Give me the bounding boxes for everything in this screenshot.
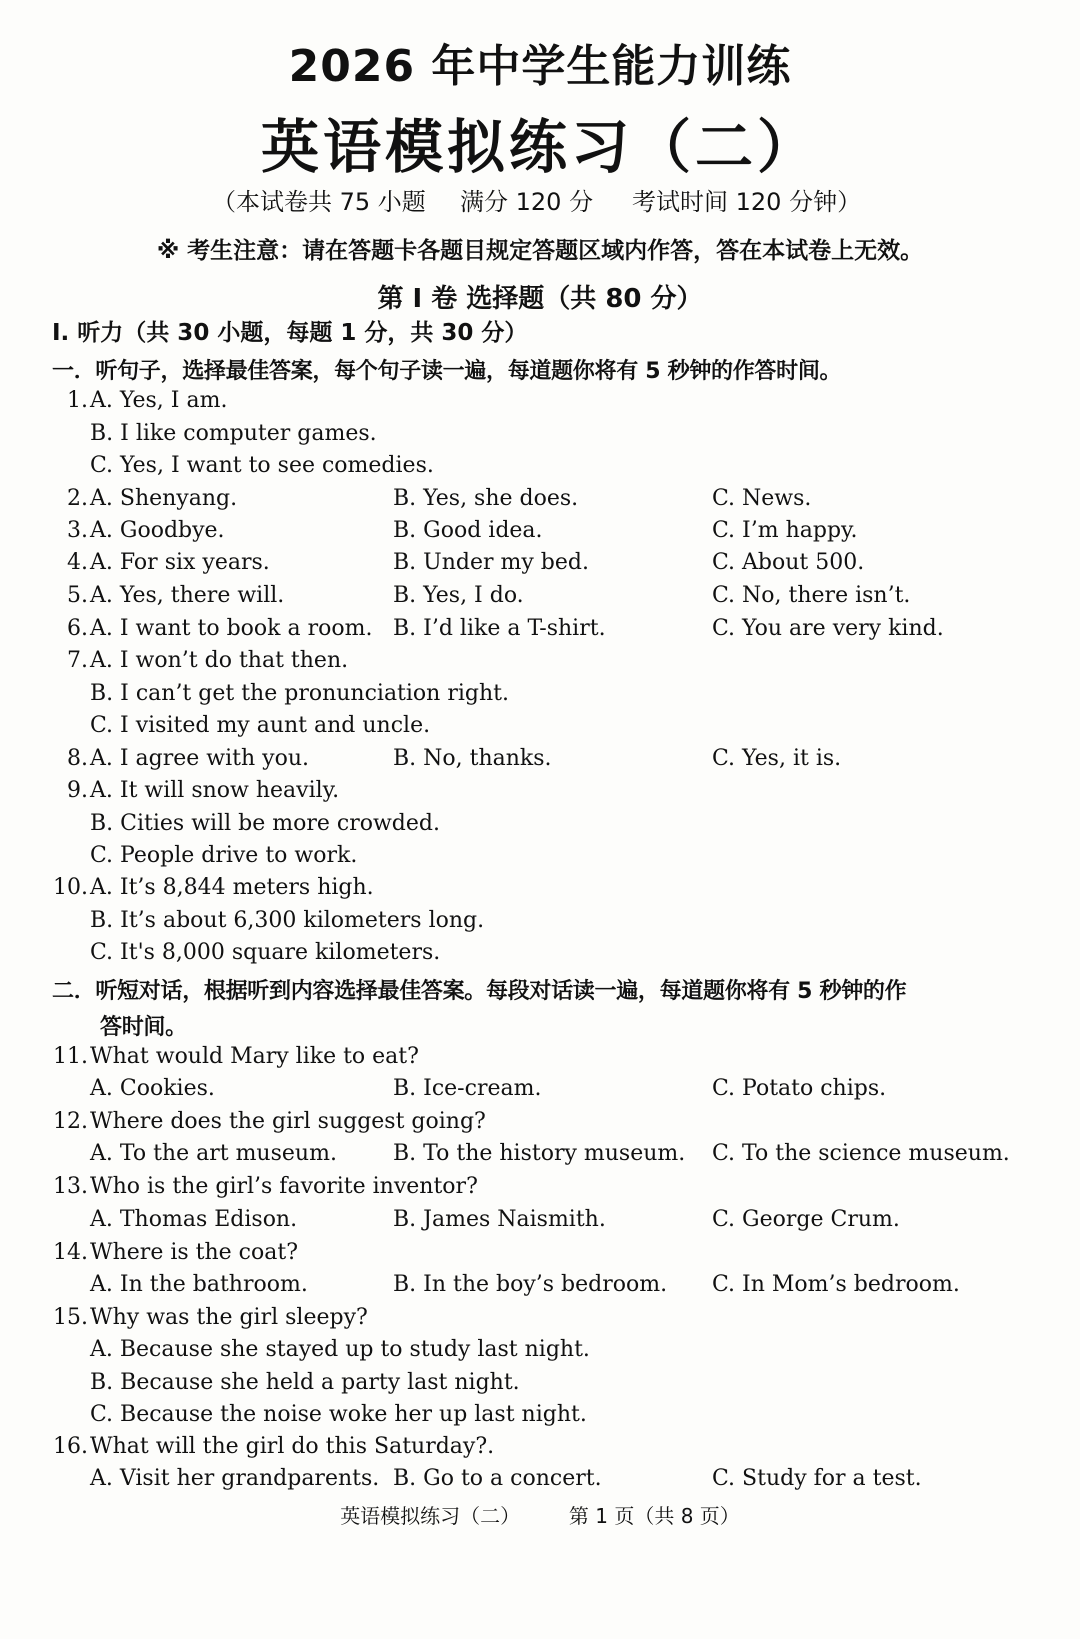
option-c: C. About 500. <box>712 550 865 575</box>
option-a: A. Yes, I am. <box>90 388 228 413</box>
question-1-row-c <box>0 453 1080 483</box>
question-text: What will the girl do this Saturday?. <box>90 1434 495 1459</box>
option-a: A. In the bathroom. <box>90 1272 308 1297</box>
option-c: C. News. <box>712 486 812 511</box>
meta-time: 考试时间 120 分钟） <box>632 188 862 216</box>
question-number: 1. <box>67 388 88 413</box>
option-a: A. Yes, there will. <box>90 583 285 608</box>
option-b: B. Under my bed. <box>393 550 589 575</box>
question-14-options <box>0 1272 1080 1302</box>
question-12 <box>0 1109 1080 1139</box>
question-15-row-b <box>0 1370 1080 1400</box>
question-number: 11. <box>53 1044 88 1069</box>
question-7-row-c <box>0 713 1080 743</box>
option-c: C. You are very kind. <box>712 616 944 641</box>
footer-title: 英语模拟练习（二） <box>340 1504 521 1528</box>
option-b: B. James Naismith. <box>393 1207 606 1232</box>
exam-subtitle: 英语模拟练习（二） <box>260 113 819 181</box>
part-heading: 第 I 卷 选择题（共 80 分） <box>377 284 703 314</box>
question-14 <box>0 1240 1080 1270</box>
option-b: B. Good idea. <box>393 518 543 543</box>
option-c: C. I visited my aunt and uncle. <box>90 713 431 738</box>
question-number: 13. <box>53 1174 88 1199</box>
option-c: C. Because the noise woke her up last night. <box>90 1402 587 1427</box>
subsection-2-instructions-line1: 二．听短对话，根据听到内容选择最佳答案。每段对话读一遍，每道题你将有 5 秒钟的作 <box>52 979 907 1004</box>
meta-full-score: 满分 120 分 <box>460 188 594 216</box>
option-b: B. Ice-cream. <box>393 1076 542 1101</box>
option-b: B. No, thanks. <box>393 746 552 771</box>
question-15-row-a <box>0 1337 1080 1367</box>
question-number: 3. <box>67 518 88 543</box>
question-5 <box>0 583 1080 613</box>
option-c: C. Yes, I want to see comedies. <box>90 453 434 478</box>
option-b: B. Cities will be more crowded. <box>90 811 440 836</box>
question-text: Where does the girl suggest going? <box>90 1109 486 1134</box>
option-a: A. I want to book a room. <box>90 616 373 641</box>
question-number: 12. <box>53 1109 88 1134</box>
question-7 <box>0 648 1080 678</box>
option-c: C. I’m happy. <box>712 518 858 543</box>
question-text: Who is the girl’s favorite inventor? <box>90 1174 478 1199</box>
question-text: Where is the coat? <box>90 1240 298 1265</box>
question-9-row-b <box>0 811 1080 841</box>
question-11-options <box>0 1076 1080 1106</box>
section-listening-heading: I. 听力（共 30 小题，每题 1 分，共 30 分） <box>52 320 528 346</box>
question-10-row-c <box>0 940 1080 970</box>
option-c: C. It's 8,000 square kilometers. <box>90 940 441 965</box>
question-12-options <box>0 1141 1080 1171</box>
exam-title: 2026 年中学生能力训练 <box>288 41 792 92</box>
option-c: C. Study for a test. <box>712 1466 922 1491</box>
question-9 <box>0 778 1080 808</box>
question-3 <box>0 518 1080 548</box>
question-text: Why was the girl sleepy? <box>90 1305 368 1330</box>
option-a: A. Cookies. <box>90 1076 215 1101</box>
question-13 <box>0 1174 1080 1204</box>
option-b: B. I like computer games. <box>90 421 377 446</box>
option-c: C. People drive to work. <box>90 843 358 868</box>
option-b: B. It’s about 6,300 kilometers long. <box>90 908 485 933</box>
question-2 <box>0 486 1080 516</box>
meta-question-count: （本试卷共 75 小题 <box>212 188 426 216</box>
question-number: 7. <box>67 648 88 673</box>
subsection-1-instructions: 一．听句子，选择最佳答案，每个句子读一遍，每道题你将有 5 秒钟的作答时间。 <box>52 359 842 384</box>
question-number: 9. <box>67 778 88 803</box>
question-8 <box>0 746 1080 776</box>
question-16 <box>0 1434 1080 1464</box>
option-a: A. To the art museum. <box>90 1141 337 1166</box>
question-10 <box>0 875 1080 905</box>
page-footer <box>0 1500 1080 1529</box>
question-16-options <box>0 1466 1080 1496</box>
option-a: A. Goodbye. <box>90 518 225 543</box>
option-c: C. Yes, it is. <box>712 746 842 771</box>
option-b: B. I’d like a T-shirt. <box>393 616 606 641</box>
question-number: 14. <box>53 1240 88 1265</box>
option-a: A. It’s 8,844 meters high. <box>90 875 374 900</box>
option-c: C. To the science museum. <box>712 1141 1010 1166</box>
question-number: 5. <box>67 583 88 608</box>
option-b: B. To the history museum. <box>393 1141 686 1166</box>
option-b: B. I can’t get the pronunciation right. <box>90 681 509 706</box>
question-4 <box>0 550 1080 580</box>
question-number: 2. <box>67 486 88 511</box>
question-11 <box>0 1044 1080 1074</box>
option-b: B. Yes, I do. <box>393 583 524 608</box>
option-a: A. It will snow heavily. <box>90 778 340 803</box>
option-a: A. Because she stayed up to study last night. <box>90 1337 590 1362</box>
question-9-row-c <box>0 843 1080 873</box>
question-number: 6. <box>67 616 88 641</box>
option-c: C. Potato chips. <box>712 1076 887 1101</box>
exam-notice: ※ 考生注意：请在答题卡各题目规定答题区域内作答，答在本试卷上无效。 <box>156 238 924 264</box>
question-number: 16. <box>53 1434 88 1459</box>
option-a: A. For six years. <box>90 550 270 575</box>
question-1 <box>0 388 1080 418</box>
option-b: B. Because she held a party last night. <box>90 1370 520 1395</box>
question-10-row-b <box>0 908 1080 938</box>
option-a: A. I won’t do that then. <box>90 648 349 673</box>
option-b: B. Go to a concert. <box>393 1466 602 1491</box>
option-c: C. George Crum. <box>712 1207 900 1232</box>
option-a: A. Visit her grandparents. <box>90 1466 380 1491</box>
question-number: 15. <box>53 1305 88 1330</box>
question-text: What would Mary like to eat? <box>90 1044 419 1069</box>
question-number: 4. <box>67 550 88 575</box>
option-a: A. Shenyang. <box>90 486 238 511</box>
option-b: B. In the boy’s bedroom. <box>393 1272 668 1297</box>
option-c: C. In Mom’s bedroom. <box>712 1272 960 1297</box>
question-number: 10. <box>53 875 88 900</box>
question-6 <box>0 616 1080 646</box>
option-a: A. I agree with you. <box>90 746 310 771</box>
option-b: B. Yes, she does. <box>393 486 579 511</box>
question-number: 8. <box>67 746 88 771</box>
question-15 <box>0 1305 1080 1335</box>
option-c: C. No, there isn’t. <box>712 583 911 608</box>
question-1-row-b <box>0 421 1080 451</box>
question-13-options <box>0 1207 1080 1237</box>
footer-page-number: 第 1 页（共 8 页） <box>568 1504 740 1528</box>
subsection-2-instructions-line2: 答时间。 <box>100 1015 187 1040</box>
option-a: A. Thomas Edison. <box>90 1207 298 1232</box>
question-7-row-b <box>0 681 1080 711</box>
question-15-row-c <box>0 1402 1080 1432</box>
